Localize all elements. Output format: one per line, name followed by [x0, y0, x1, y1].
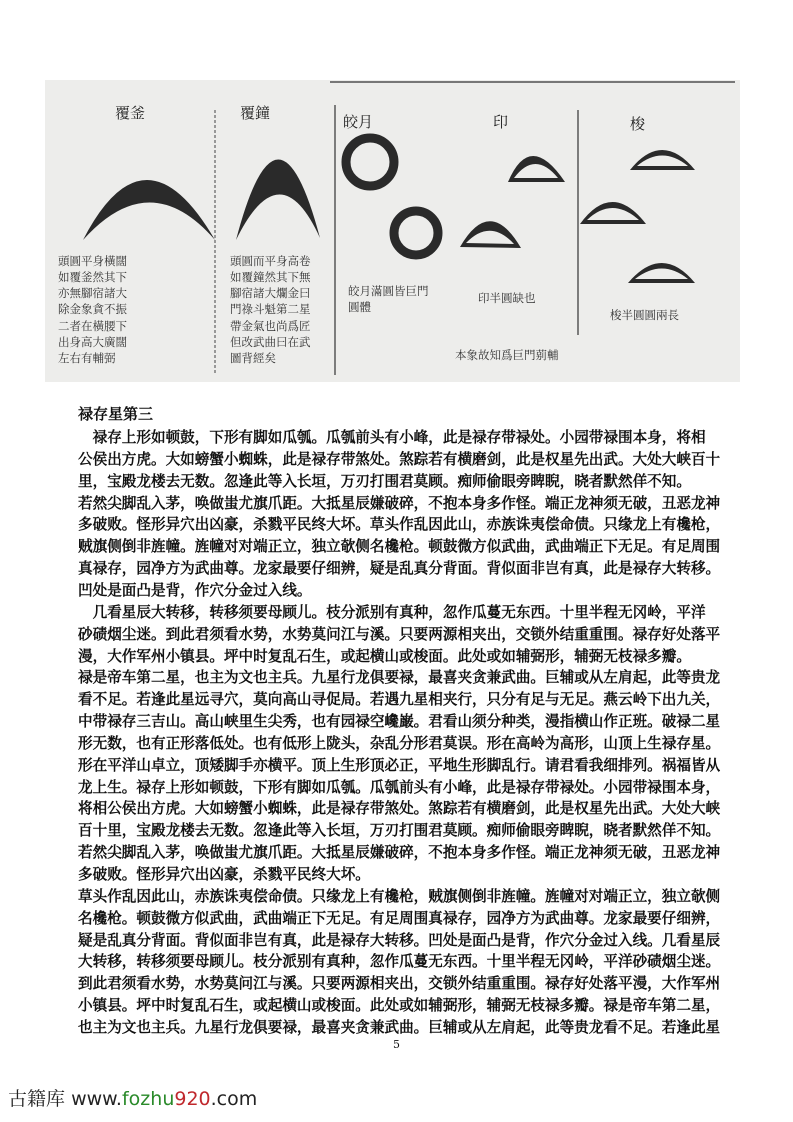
text-line: 砂碛烟尘迷。到此君须看水势，水势莫问江与溪。只要两源相夹出，交锁外结重重围。禄存好处落平 [78, 625, 721, 643]
label-suo: 梭 [630, 115, 646, 133]
text-line: 疑是乱真分背面。背似面非岂有真，此是禄存大转移。凹处是面凸是背，作穴分金过入线。几看星辰 [78, 931, 721, 949]
svg-text:如覆鐘然其下無: 如覆鐘然其下無 [230, 270, 311, 284]
text-line: 名欃枪。顿鼓微方似武曲，武曲端正下无足。有足周围真禄存，园净方为武曲尊。龙家最要仔细辨， [78, 909, 721, 927]
page-number: 5 [393, 1038, 400, 1051]
text-line: 若然尖脚乱入茅，唤做蚩尤旗爪距。大抵星辰嫌破碎，不抱本身多作怪。端正龙神须无破，丑恶龙神 [78, 844, 721, 862]
text-line: 漫，大作军州小镇县。坪中时复乱石生，或起横山或梭面。此处或如辅弼形，辅弼无枝禄多瓣。 [78, 647, 691, 665]
text-line: 若然尖脚乱入茅，唤做蚩尤旗爪距。大抵星辰嫌破碎，不抱本身多作怪。端正龙神须无破，丑恶龙神 [78, 494, 721, 512]
site-name: 古籍库 [8, 1088, 66, 1110]
site-url[interactable]: www.fozhu920.com [71, 1088, 258, 1110]
site-watermark [8, 1084, 257, 1111]
label-jiaoyue: 皎月 [343, 113, 374, 131]
svg-text:除金象貪不振: 除金象貪不振 [58, 302, 127, 316]
text-line: 小镇县。坪中时复乱石生，或起横山或梭面。此处或如辅弼形，辅弼无枝禄多瓣。禄是帝车第二星， [78, 997, 721, 1015]
caption-fufu [58, 254, 127, 365]
svg-text:帶金氣也尚爲匠: 帶金氣也尚爲匠 [230, 319, 311, 333]
label-fufu: 覆釜 [115, 104, 146, 122]
text-line: 真禄存，园净方为武曲尊。龙家最要仔细辨，疑是乱真分背面。背似面非岂有真，此是禄存大转移。 [78, 560, 721, 578]
text-line: 中带禄存三吉山。高山峡里生尖秀，也有园禄空巉巌。君看山须分种类，漫指横山作正班。破禄二星 [78, 713, 721, 731]
svg-text:左右有輔弼: 左右有輔弼 [58, 351, 116, 365]
svg-text:圖背經矣: 圖背經矣 [230, 351, 276, 365]
svg-text:頭圓平身橫闊: 頭圓平身橫闊 [58, 254, 127, 268]
svg-text:圓體: 圓體 [348, 300, 371, 314]
text-line: 几看星辰大转移，转移须要母顾儿。枝分派别有真种，忽作瓜蔓无东西。十里半程无冈岭，平洋 [78, 603, 706, 621]
svg-text:頭圓而平身高卷: 頭圓而平身高卷 [230, 254, 311, 268]
text-line: 里，宝殿龙楼去无数。忽逢此等入长垣，万刃打围君莫顾。痴师偷眼旁睥睨，晓者默然佯不知。 [78, 472, 691, 490]
text-line: 公侯出方虎。大如螃蟹小蜘蛛，此是禄存带煞处。煞踪若有横磨剑，此是权星先出武。大处大峡百十 [78, 450, 721, 468]
label-fuzhong: 覆鐘 [240, 104, 271, 122]
text-line: 将相公侯出方虎。大如螃蟹小蜘蛛，此是禄存带煞处。煞踪若有横磨剑，此是权星先出武。大处大峡 [78, 800, 721, 818]
text-line: 贼旗侧倒非旌幢。旌幢对对端正立，独立欹侧名欃枪。顿鼓微方似武曲，武曲端正下无足。有足周围 [78, 538, 721, 556]
caption-fuzhong [230, 254, 311, 365]
label-yin: 印 [493, 113, 509, 131]
svg-text:但改武曲曰在武: 但改武曲曰在武 [230, 335, 311, 349]
text-line: 大转移，转移须要母顾儿。枝分派别有真种，忽作瓜蔓无东西。十里半程无冈岭，平洋砂碛烟尘迷。 [78, 953, 721, 971]
caption-suo: 梭半圓圓兩長 [610, 308, 679, 322]
text-line: 看不足。若逢此星远寻穴，莫向高山寻促局。若遇九星相夹行，只分有足与无足。燕云岭下出九关， [78, 691, 721, 709]
text-line: 也主为文也主兵。九星行龙俱要禄，最喜夹贪兼武曲。巨辅或从左肩起，此等贵龙看不足。若逢此星 [78, 1018, 721, 1036]
text-line: 形无数，也有正形落低处。也有低形上陇头，杂乱分形君莫误。形在高岭为高形，山顶上生禄存星。 [78, 734, 721, 752]
svg-text:亦無腳宿諸大: 亦無腳宿諸大 [58, 286, 127, 300]
svg-text:皎月滿圓皆巨門: 皎月滿圓皆巨門 [348, 284, 429, 298]
caption-bottom: 本象故知爲巨門莂輔 [455, 348, 559, 362]
caption-yin: 印半圓缺也 [478, 291, 536, 305]
star-shapes-illustration [45, 80, 740, 382]
text-line: 形在平洋山卓立，顶矮脚手亦横平。顶上生形顶必正，平地生形脚乱行。请君看我细排列。祸福皆从 [78, 756, 721, 774]
text-line: 多破败。怪形异穴出凶豪，杀戮平民终大坏。草头作乱因此山，赤族诛夷偿命债。只缘龙上有欃枪， [78, 516, 721, 534]
text-line: 草头作乱因此山，赤族诛夷偿命债。只缘龙上有欃枪，贼旗侧倒非旌幢。旌幢对对端正立，独立欹侧 [78, 887, 721, 905]
text-line: 禄存上形如顿鼓，下形有脚如瓜瓠。瓜瓠前头有小峰，此是禄存带禄处。小园带禄围本身，将相 [78, 429, 706, 446]
svg-text:出身高大廣闊: 出身高大廣闊 [58, 335, 127, 349]
svg-text:如覆釜然其下: 如覆釜然其下 [58, 270, 127, 284]
svg-text:門祿斗魁第二星: 門祿斗魁第二星 [230, 302, 311, 316]
text-line: 多破败。怪形异穴出凶豪，杀戮平民终大坏。 [78, 866, 370, 883]
text-line: 龙上生。禄存上形如顿鼓，下形有脚如瓜瓠。瓜瓠前头有小峰，此是禄存带禄处。小园带禄围本身， [78, 778, 721, 796]
svg-text:二者在橫腰下: 二者在橫腰下 [58, 319, 127, 333]
text-line: 到此君须看水势，水势莫问江与溪。只要两源相夹出，交锁外结重重围。禄存好处落平漫，大作军州 [78, 975, 721, 993]
text-line: 凹处是面凸是背，作穴分金过入线。 [78, 581, 312, 599]
svg-text:腳宿諸大爛金曰: 腳宿諸大爛金曰 [230, 286, 311, 300]
section-title: 禄存星第三 [78, 405, 154, 423]
text-line: 禄是帝车第二星，也主为文也主兵。九星行龙俱要禄，最喜夹贪兼武曲。巨辅或从左肩起，此等贵龙 [78, 669, 721, 687]
text-line: 百十里，宝殿龙楼去无数。忽逢此等入长垣，万刃打围君莫顾。痴师偷眼旁睥睨，晓者默然佯不知。 [78, 822, 721, 840]
